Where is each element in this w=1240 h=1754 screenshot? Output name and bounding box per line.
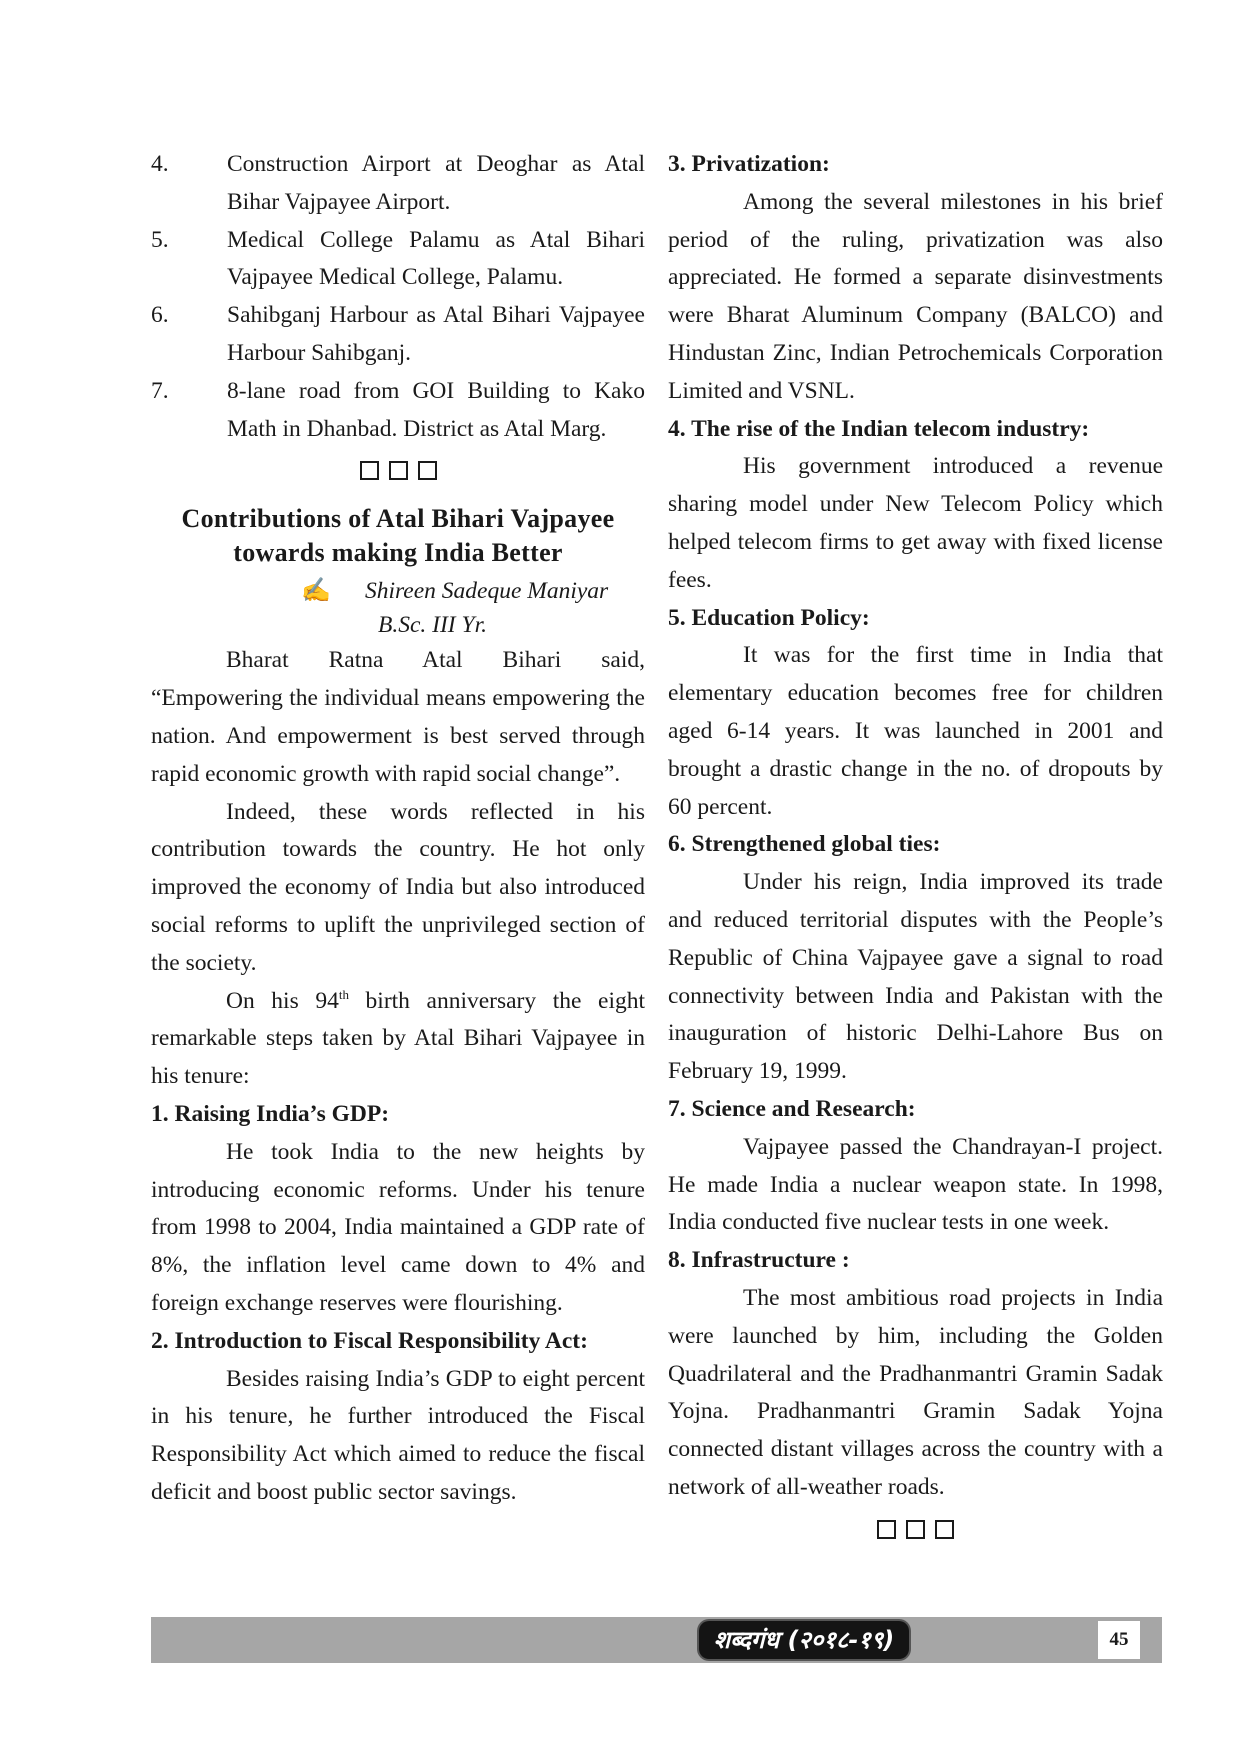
list-text: Sahibganj Harbour as Atal Bihari Vajpayee Harbour Sahibganj. <box>227 302 645 366</box>
box-icon <box>877 1520 896 1539</box>
list-number: 7. <box>151 377 169 404</box>
paragraph-infrastructure: The most ambitious road projects in India were launched by him, including the Golden Quadrilateral and the Pradhanmantri Gramin Sadak Yojna. Pradhanmantri Gramin Sadak Yojna connected distant villages across the country with a network of all-weather roads. <box>668 1284 1163 1500</box>
article-title: Contributions of Atal Bihari Vajpayee towards making India Better <box>181 504 615 568</box>
list-number: 5. <box>151 226 169 253</box>
paragraph-birthday <box>151 983 645 1096</box>
heading-education: 5. Education Policy: <box>668 604 870 631</box>
list-item <box>151 373 645 449</box>
paragraph-gdp: He took India to the new heights by introducing economic reforms. Under his tenure from 1998 to 2004, India maintained a GDP rate of 8%, the inflation level came down to 4% and foreign exchange reserves were flourishing. <box>151 1138 645 1316</box>
right-column <box>668 146 1163 1545</box>
paragraph-education: It was for the first time in India that elementary education becomes free for children aged 6-14 years. It was launched in 2001 and brought a drastic change in the no. of dropouts by 60 percent. <box>668 642 1163 820</box>
paragraph-science: Vajpayee passed the Chandrayan-I project. He made India a nuclear weapon state. In 1998, India conducted five nuclear tests in one week. <box>668 1133 1163 1236</box>
heading-telecom: 4. The rise of the Indian telecom industry: <box>668 415 1090 442</box>
list-text: Construction Airport at Deoghar as Atal Bihar Vajpayee Airport. <box>227 151 645 215</box>
paragraph-indeed: Indeed, these words reflected in his contribution towards the country. He hot only improved the economy of India but also introduced social reforms to uplift the unprivileged section of the society. <box>151 798 645 976</box>
box-icon <box>935 1520 954 1539</box>
box-icon <box>418 461 437 480</box>
list-item <box>151 222 645 298</box>
author-name: Shireen Sadeque Maniyar <box>365 578 609 605</box>
heading-privatization: 3. Privatization: <box>668 151 830 177</box>
heading-fiscal: 2. Introduction to Fiscal Responsibility Act: <box>151 1327 588 1354</box>
list-text: Medical College Palamu as Atal Bihari Vajpayee Medical College, Palamu. <box>227 226 645 291</box>
list-item <box>151 146 645 222</box>
box-icon <box>360 461 379 480</box>
magazine-badge <box>551 1619 911 1661</box>
left-column <box>151 146 645 1512</box>
birthday-superscript: th <box>338 986 349 1002</box>
paragraph-quote: Bharat Ratna Atal Bihari said, “Empowering the individual means empowering the nation. And empowerment is best served through rapid economic growth with rapid social change”. <box>151 647 645 787</box>
list-text: 8-lane road from GOI Building to Kako Math in Dhanbad. District as Atal Marg. <box>227 377 645 442</box>
birthday-text-a: On his 94 <box>226 987 339 1014</box>
heading-global-ties: 6. Strengthened global ties: <box>668 831 941 858</box>
birthday-text-b: birth anniversary the eight remarkable steps taken by Atal Bihari Vajpayee in his tenure: <box>151 987 645 1090</box>
paragraph-fiscal: Besides raising India’s GDP to eight percent in his tenure, he further introduced the Fiscal Responsibility Act which aimed to reduce the fiscal deficit and boost public sector savings. <box>151 1365 645 1505</box>
author-class: B.Sc. III Yr. <box>378 612 487 639</box>
box-icon <box>906 1520 925 1539</box>
heading-science: 7. Science and Research: <box>668 1095 916 1122</box>
page-number: 45 <box>1098 1621 1140 1659</box>
paragraph-privatization: Among the several milestones in his brief period of the ruling, privatization was also appreciated. He formed a separate disinvestments were Bharat Aluminum Company (BALCO) and Hindustan Zinc, Indian Petrochemicals Corporation Limited and VSNL. <box>668 188 1163 404</box>
paragraph-telecom: His government introduced a revenue sharing model under New Telecom Policy which helped telecom firms to get away with fixed license fees. <box>668 453 1163 593</box>
section-end-marks <box>151 448 645 486</box>
heading-gdp: 1. Raising India’s GDP: <box>151 1100 390 1127</box>
list-item <box>151 297 645 373</box>
author-block <box>151 574 645 642</box>
box-icon <box>389 461 408 480</box>
heading-infrastructure: 8. Infrastructure : <box>668 1247 850 1274</box>
paragraph-global-ties: Under his reign, India improved its trade and reduced territorial disputes with the People’s Republic of China Vajpayee gave a signal to road connectivity between India and Pakistan with the inauguration of historic Delhi-Lahore Bus on February 19, 1999. <box>668 869 1163 1085</box>
magazine-title: शब्दगंध (२०१८-१९) <box>699 1621 909 1659</box>
page-footer <box>151 1617 1162 1663</box>
section-end-marks <box>668 1507 1163 1545</box>
pen-icon: ✍ <box>301 578 331 605</box>
list-number: 6. <box>151 302 169 329</box>
list-number: 4. <box>151 151 169 177</box>
